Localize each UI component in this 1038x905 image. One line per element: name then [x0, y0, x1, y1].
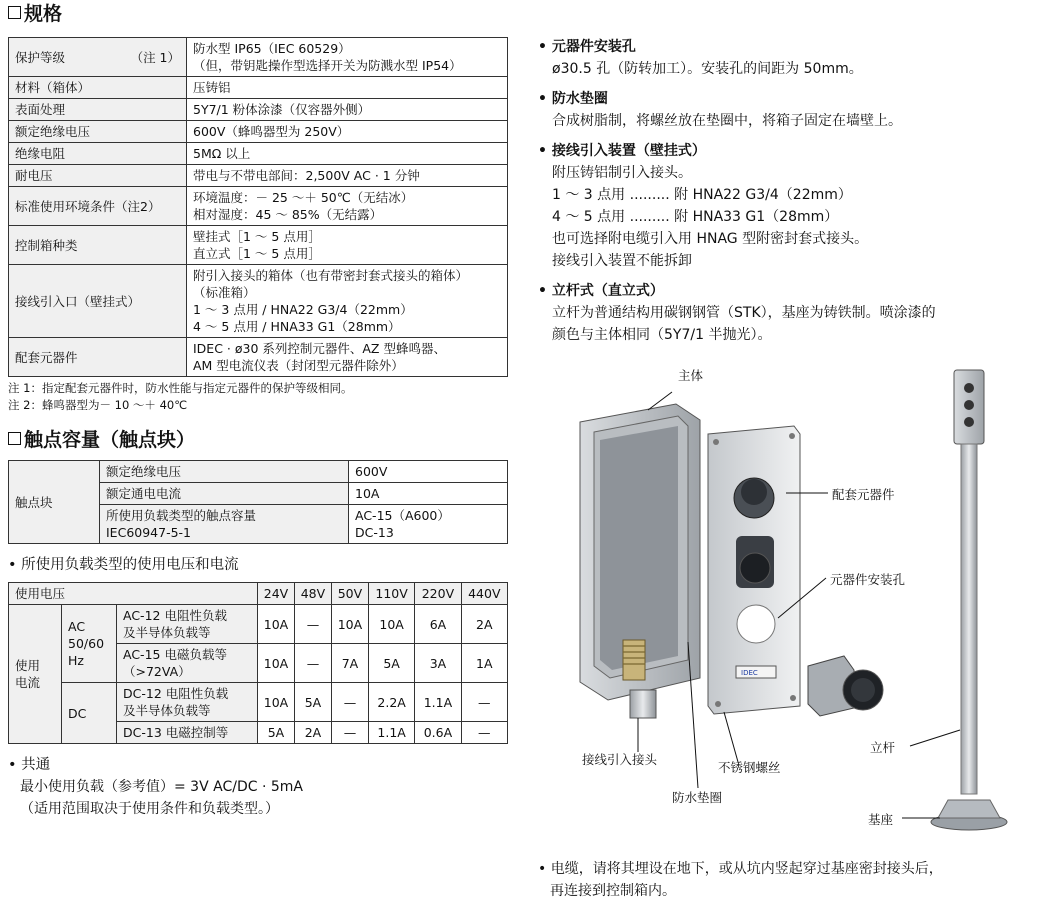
cover-plate [708, 426, 800, 714]
load-value: 2A [461, 605, 507, 644]
load-value: 0.6A [415, 722, 461, 744]
load-value: 1A [461, 644, 507, 683]
spec-value [187, 77, 508, 99]
contact-value-line: AC-15（A600） [355, 508, 450, 523]
load-type [117, 683, 258, 722]
spec-key-text: 接线引入口（壁挂式） [15, 293, 141, 309]
voltage-header: 24V [258, 583, 295, 605]
contact-key [100, 483, 349, 505]
load-type-line: 及半导体负载等 [123, 703, 211, 718]
contact-section-title: 触点容量（触点块） [8, 426, 508, 454]
current-label-line: 使用 [15, 658, 41, 673]
spec-value [187, 143, 508, 165]
spec-row [9, 187, 508, 226]
voltage-header: 220V [415, 583, 461, 605]
right-block-title: • 元器件安装孔 [538, 39, 636, 55]
spec-key-text: 标准使用环境条件（注2） [15, 198, 161, 214]
spec-key-text: 表面处理 [15, 102, 66, 117]
load-row [9, 605, 508, 644]
load-value: 2.2A [368, 683, 414, 722]
load-value: 6A [415, 605, 461, 644]
load-type [117, 722, 258, 744]
load-value: — [294, 605, 331, 644]
common-line-1: 最小使用负载（参考值）= 3V AC/DC · 5mA [20, 779, 303, 795]
spec-value-line: AM 型电流仪表（封闭型元器件除外） [193, 358, 404, 373]
label-mounting-hole: 元器件安装孔 [830, 572, 906, 587]
separate-pushbutton [808, 656, 883, 716]
spec-value [187, 265, 508, 338]
contact-key [100, 461, 349, 483]
contact-table [8, 460, 508, 544]
spec-key-text: 材料（箱体） [15, 80, 91, 95]
spec-value-line: 5Y7/1 粉体涂漆（仅容器外侧） [193, 102, 371, 117]
right-block-after-line: 也可选择附电缆引入用 HNAG 型附密封套式接头。 [552, 231, 869, 247]
contact-value-line: 600V [355, 464, 388, 479]
right-block-title: • 立杆式（直立式） [538, 283, 664, 299]
spec-note-1: 注 1：指定配套元器件时，防水性能与指定元器件的保护等级相同。 [8, 381, 353, 395]
spec-value [187, 226, 508, 265]
spec-value-line: （标准箱） [193, 285, 256, 300]
spec-key [9, 187, 187, 226]
load-value: — [294, 644, 331, 683]
cable-note [538, 858, 1038, 902]
right-block [538, 88, 1030, 132]
product-figure [538, 360, 1030, 840]
load-value: 5A [258, 722, 295, 744]
spec-value-line: 壁挂式［1 ～ 5 点用］ [193, 229, 321, 244]
spec-key-text: 耐电压 [15, 168, 53, 183]
dc-label: DC [62, 683, 117, 744]
spec-value-line: IDEC · ø30 系列控制元器件、AZ 型蜂鸣器、 [193, 341, 446, 356]
idec-plate-text: IDEC [741, 669, 758, 677]
square-icon [8, 6, 21, 19]
spec-row [9, 99, 508, 121]
spec-key [9, 226, 187, 265]
contact-value-line: DC-13 [355, 525, 394, 540]
spec-key [9, 143, 187, 165]
current-label-line: 电流 [15, 675, 41, 690]
ac-label-line: 50/60 [68, 636, 105, 651]
ac-label-line: Hz [68, 653, 84, 668]
contact-value [349, 483, 508, 505]
spec-value-line: 相对湿度：45 ～ 85%（无结露） [193, 207, 383, 222]
spec-value-line: 压铸铝 [193, 80, 231, 95]
spec-key [9, 77, 187, 99]
square-icon [8, 432, 21, 445]
load-value: 10A [368, 605, 414, 644]
load-value: — [461, 683, 507, 722]
right-block [538, 280, 1030, 346]
load-table [8, 582, 508, 744]
spec-key-text: 绝缘电阻 [15, 146, 66, 161]
load-type-line: （>72VA） [123, 664, 191, 679]
load-type [117, 605, 258, 644]
spec-key-text: 配套元器件 [15, 349, 78, 365]
load-value: 1.1A [415, 683, 461, 722]
ac-label-line: AC [68, 619, 86, 634]
spec-value [187, 338, 508, 377]
load-value: — [331, 683, 368, 722]
spec-row [9, 265, 508, 338]
load-type-line: DC-12 电阻性负载 [123, 686, 229, 701]
label-stainless-screw: 不锈钢螺丝 [718, 760, 781, 775]
load-value: 10A [258, 644, 295, 683]
spec-value-line: 防水型 IP65（IEC 60529） [193, 41, 351, 56]
contact-key-line: 额定通电电流 [106, 486, 182, 501]
spec-value-line: 5MΩ 以上 [193, 146, 251, 161]
spec-value-line: 4 ～ 5 点用 / HNA33 G1（28mm） [193, 319, 401, 334]
spec-row [9, 77, 508, 99]
label-base: 基座 [868, 812, 894, 827]
common-line-2: （适用范围取决于使用条件和负载类型。） [20, 801, 279, 817]
load-value: 3A [415, 644, 461, 683]
spec-value [187, 38, 508, 77]
spec-row [9, 38, 508, 77]
right-block-line: ø30.5 孔（防转加工）。安装孔的间距为 50mm。 [552, 61, 863, 77]
voltage-label: 使用电压 [9, 583, 258, 605]
voltage-header: 50V [331, 583, 368, 605]
spec-value-line: 直立式［1 ～ 5 点用］ [193, 246, 321, 261]
ac-label [62, 605, 117, 683]
label-entry-connector: 接线引入接头 [582, 752, 658, 767]
right-block-indent-line: 1 ～ 3 点用 ......... 附 HNA22 G3/4（22mm） [552, 187, 852, 203]
right-block-after-line: 接线引入装置不能拆卸 [552, 253, 692, 269]
load-value: — [331, 722, 368, 744]
spec-row [9, 165, 508, 187]
spec-value-line: 附引入接头的箱体（也有带密封套式接头的箱体） [193, 268, 469, 283]
right-block-title: • 接线引入装置（壁挂式） [538, 143, 706, 159]
current-label [9, 605, 62, 744]
contact-group: 触点块 [9, 461, 100, 544]
common-title: • 共通 [8, 757, 51, 773]
label-gasket: 防水垫圈 [672, 790, 723, 805]
spec-key [9, 338, 187, 377]
spec-key [9, 121, 187, 143]
spec-key [9, 38, 187, 77]
load-header-row [9, 583, 508, 605]
load-type-line: AC-12 电阻性负载 [123, 608, 227, 623]
label-body: 主体 [678, 368, 704, 383]
right-block-line: 立杆为普通结构用碳钢钢管（STK），基座为铸铁制。喷涂漆的 [552, 305, 936, 321]
spec-value [187, 121, 508, 143]
contact-value-line: 10A [355, 486, 380, 501]
contact-key [100, 505, 349, 544]
load-type-line: 及半导体负载等 [123, 625, 211, 640]
right-block-title: • 防水垫圈 [538, 91, 608, 107]
load-value: 5A [294, 683, 331, 722]
load-value: 7A [331, 644, 368, 683]
contact-value [349, 461, 508, 483]
spec-value-line: 环境温度：－ 25 ～＋ 50℃（无结冰） [193, 190, 414, 205]
spec-row [9, 121, 508, 143]
spec-row [9, 143, 508, 165]
spec-value [187, 99, 508, 121]
load-value: 10A [258, 683, 295, 722]
label-component: 配套元器件 [832, 487, 895, 502]
spec-key [9, 99, 187, 121]
load-title: • 所使用负载类型的使用电压和电流 [8, 557, 239, 573]
spec-key [9, 265, 187, 338]
spec-value-line: 600V（蜂鸣器型为 250V） [193, 124, 350, 139]
right-block [538, 36, 1030, 80]
contact-row [9, 461, 508, 483]
spec-note-2: 注 2：蜂鸣器型为－ 10 ～＋ 40℃ [8, 398, 188, 412]
contact-key-line: 额定绝缘电压 [106, 464, 182, 479]
spec-key-text: 额定绝缘电压 [15, 124, 91, 139]
contact-value [349, 505, 508, 544]
spec-key-text: 控制箱种类 [15, 237, 78, 253]
label-pole: 立杆 [870, 740, 896, 755]
spec-value [187, 187, 508, 226]
right-column [538, 36, 1030, 354]
contact-key-line: 所使用负载类型的触点容量 [106, 508, 257, 523]
load-value: — [461, 722, 507, 744]
spec-key-note: （注 1） [130, 49, 180, 65]
spec-value [187, 165, 508, 187]
right-block-line: 合成树脂制，将螺丝放在垫圈中，将箱子固定在墙壁上。 [552, 113, 902, 129]
box-body [580, 404, 700, 718]
load-type [117, 644, 258, 683]
load-value: 10A [258, 605, 295, 644]
load-row [9, 683, 508, 722]
spec-value-line: 1 ～ 3 点用 / HNA22 G3/4（22mm） [193, 302, 413, 317]
right-block-line: 颜色与主体相同（5Y7/1 半抛光）。 [552, 327, 772, 343]
voltage-header: 110V [368, 583, 414, 605]
load-value: 5A [368, 644, 414, 683]
spec-row [9, 226, 508, 265]
voltage-header: 48V [294, 583, 331, 605]
right-block [538, 140, 1030, 272]
right-block-line: 附压铸铝制引入接头。 [552, 165, 692, 181]
spec-row [9, 338, 508, 377]
load-value: 2A [294, 722, 331, 744]
left-column [8, 0, 508, 820]
cable-note-line-2: 再连接到控制箱内。 [550, 883, 676, 899]
spec-value-line: 带电与不带电部间：2,500V AC · 1 分钟 [193, 168, 420, 183]
spec-table [8, 37, 508, 377]
spec-value-line: （但，带钥匙操作型选择开关为防溅水型 IP54） [193, 58, 462, 73]
right-block-indent-line: 4 ～ 5 点用 ......... 附 HNA33 G1（28mm） [552, 209, 839, 225]
spec-section-title: 规格 [8, 0, 508, 28]
load-value: 1.1A [368, 722, 414, 744]
contact-key-line: IEC60947-5-1 [106, 525, 192, 540]
pole-unit [931, 370, 1007, 830]
load-type-line: AC-15 电磁负载等 [123, 647, 227, 662]
load-type-line: DC-13 电磁控制等 [123, 725, 229, 740]
load-value: 10A [331, 605, 368, 644]
spec-key-text: 保护等级 [15, 49, 66, 65]
cable-note-line-1: • 电缆，请将其埋设在地下，或从坑内竖起穿过基座密封接头后， [538, 861, 943, 877]
voltage-header: 440V [461, 583, 507, 605]
product-illustration [538, 360, 1030, 840]
spec-key [9, 165, 187, 187]
